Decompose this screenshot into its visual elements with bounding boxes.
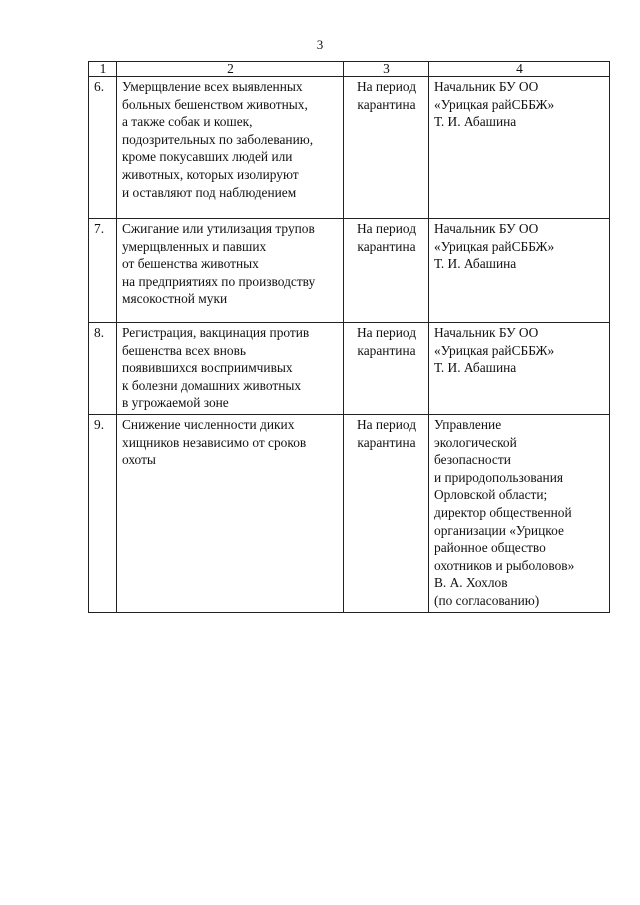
text-line: Умерщвление всех выявленных: [122, 79, 303, 94]
table-row: [89, 219, 610, 323]
text-line: умерщвленных и павших: [122, 238, 267, 254]
text-line: от бешенства животных: [122, 256, 259, 272]
text-line: а также собак и кошек,: [122, 114, 253, 130]
text-line: карантина: [357, 342, 416, 358]
measure-cell: [117, 323, 344, 415]
row-number: 8.: [89, 323, 117, 415]
text-line: Начальник БУ ОО: [434, 325, 539, 340]
text-line: На период: [356, 325, 417, 340]
period-cell: [344, 219, 429, 323]
responsible-cell: [429, 77, 610, 219]
text-line: и природопользования: [434, 469, 564, 485]
measure-cell: [117, 219, 344, 323]
period-cell: [344, 414, 429, 612]
text-line: Сжигание или утилизация трупов: [122, 221, 315, 236]
period-cell: [344, 77, 429, 219]
table-header-row: [89, 62, 610, 77]
table-row: [89, 414, 610, 612]
text-line: бешенства всех вновь: [122, 342, 247, 358]
text-line: хищников независимо от сроков: [122, 434, 307, 450]
page-number: 3: [316, 37, 324, 52]
text-line: в угрожаемой зоне: [122, 395, 229, 411]
text-line: и оставляют под наблюдением: [122, 184, 297, 200]
text-line: Снижение численности диких: [122, 416, 295, 432]
measures-table: [88, 61, 610, 613]
text-line: В. А. Хохлов: [434, 575, 508, 591]
text-line: охотников и рыболовов»: [434, 557, 575, 573]
text-line: На период: [356, 79, 417, 94]
text-line: Начальник БУ ОО: [434, 79, 539, 94]
text-line: На период: [356, 416, 417, 432]
column-header-4: 4: [429, 62, 610, 77]
text-line: экологической: [434, 434, 517, 450]
text-line: животных, которых изолируют: [122, 166, 299, 182]
text-line: появившихся восприимчивых: [122, 360, 293, 376]
text-line: подозрительных по заболеванию,: [122, 131, 314, 147]
text-line: Орловской области;: [434, 487, 548, 503]
text-line: Т. И. Абашина: [434, 360, 517, 376]
text-line: карантина: [357, 96, 416, 112]
text-line: районное общество: [434, 540, 546, 556]
text-line: На период: [356, 221, 417, 236]
responsible-cell: [429, 219, 610, 323]
text-line: больных бешенством животных,: [122, 96, 308, 112]
text-line: Т. И. Абашина: [434, 114, 517, 130]
responsible-cell: [429, 323, 610, 415]
text-line: «Урицкая райСББЖ»: [434, 96, 555, 112]
text-line: охоты: [122, 452, 156, 468]
row-number: 6.: [89, 77, 117, 219]
column-header-3: 3: [344, 62, 429, 77]
text-line: на предприятиях по производству: [122, 273, 316, 289]
text-line: мясокостной муки: [122, 291, 228, 307]
measure-cell: [117, 414, 344, 612]
text-line: организации «Урицкое: [434, 522, 564, 538]
period-cell: [344, 323, 429, 415]
text-line: Управление: [434, 416, 502, 432]
text-line: кроме покусавших людей или: [122, 149, 293, 165]
row-number: 9.: [89, 414, 117, 612]
row-number: 7.: [89, 219, 117, 323]
text-line: Начальник БУ ОО: [434, 221, 539, 236]
column-header-2: 2: [117, 62, 344, 77]
measure-cell: [117, 77, 344, 219]
text-line: (по согласованию): [434, 592, 540, 608]
text-line: безопасности: [434, 452, 511, 468]
text-line: Т. И. Абашина: [434, 256, 517, 272]
column-header-1: 1: [89, 62, 117, 77]
responsible-cell: [429, 414, 610, 612]
text-line: «Урицкая райСББЖ»: [434, 342, 555, 358]
text-line: карантина: [357, 238, 416, 254]
text-line: к болезни домашних животных: [122, 377, 302, 393]
text-line: карантина: [357, 434, 416, 450]
text-line: «Урицкая райСББЖ»: [434, 238, 555, 254]
text-line: директор общественной: [434, 504, 572, 520]
text-line: Регистрация, вакцинация против: [122, 325, 310, 340]
table-row: [89, 77, 610, 219]
table-row: [89, 323, 610, 415]
